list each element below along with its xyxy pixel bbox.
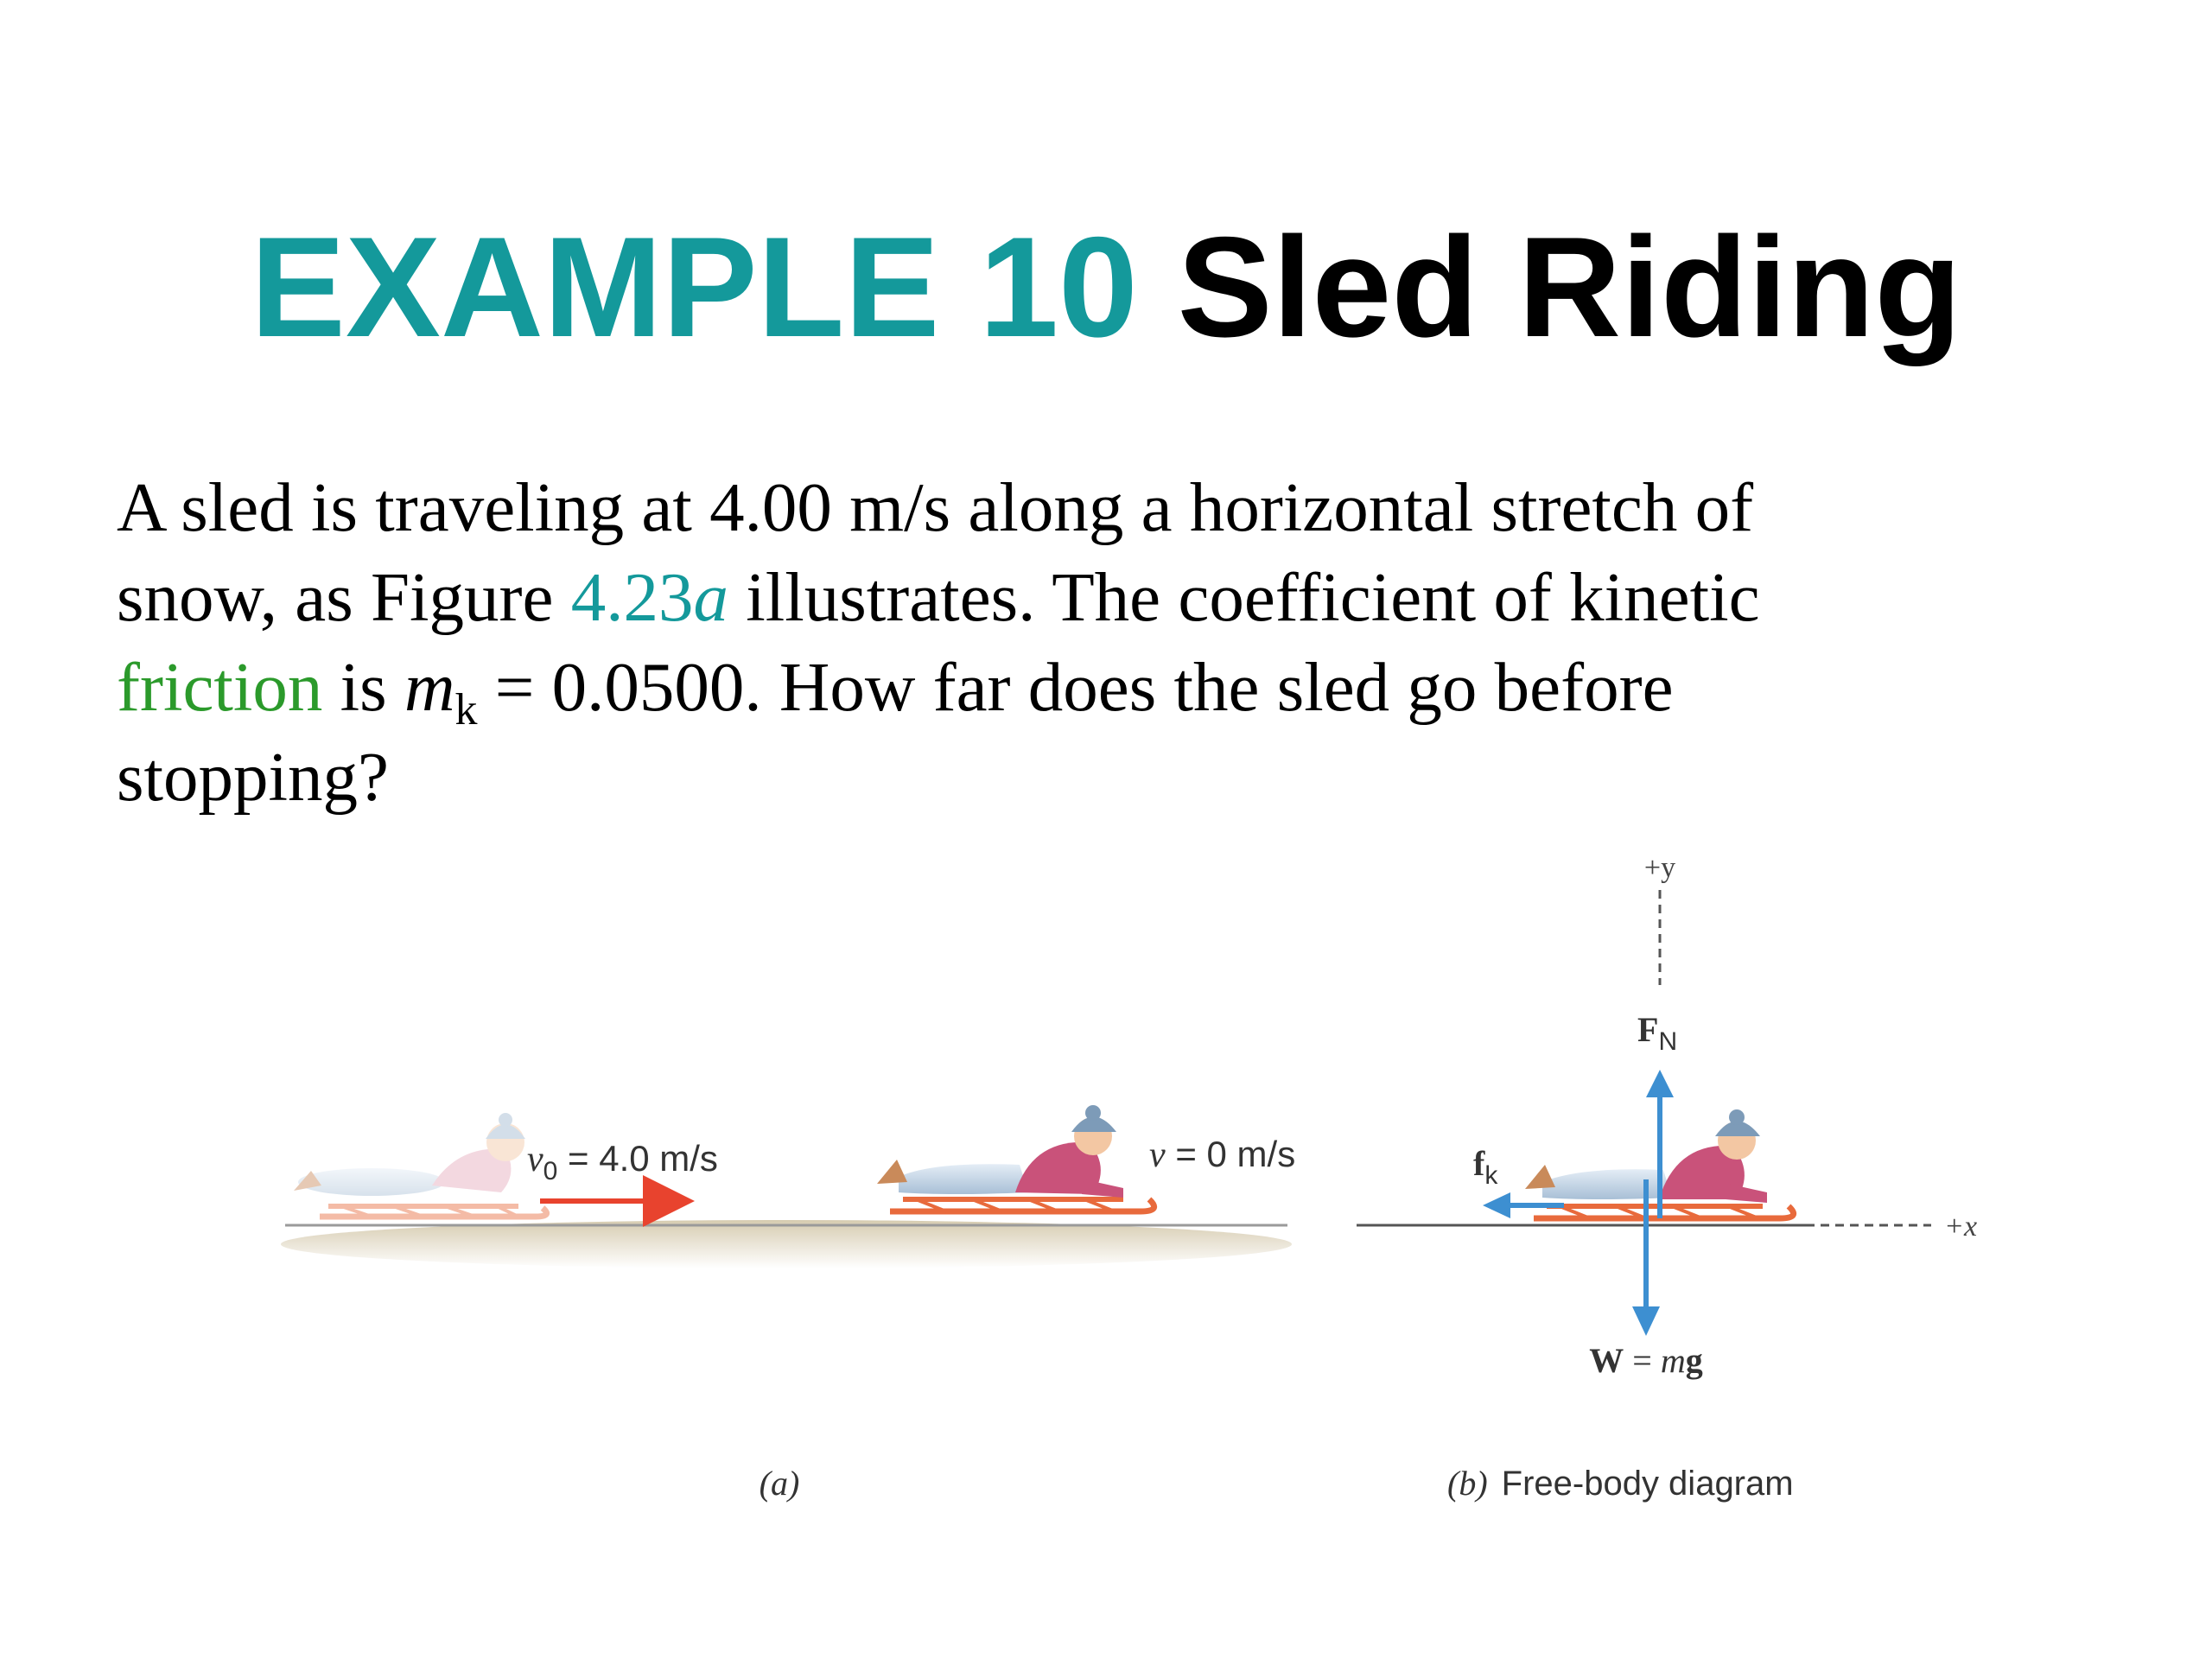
figure-b-caption: (b) Free-body diagram (1447, 1464, 1794, 1503)
figure-a-caption: (a) (759, 1464, 800, 1503)
figure-a-scene (281, 1105, 1295, 1503)
figure-reference: 4.23 (570, 558, 694, 636)
weight-arrowhead (1632, 1306, 1660, 1336)
final-velocity-label: v = 0 m/s (1149, 1134, 1296, 1175)
mu-symbol: m (404, 648, 455, 726)
problem-line-1: A sled is traveling at 4.00 m/s along a horizontal stretch of (117, 468, 1754, 546)
friction-force-arrowhead (1483, 1192, 1510, 1218)
initial-velocity-label: $v_0 = 4.0$ m/s (527, 1138, 718, 1185)
friction-term: friction (117, 648, 323, 726)
plus-y-label: +y (1643, 852, 1676, 884)
normal-force-arrowhead (1646, 1070, 1674, 1097)
weight-label: W = mg (1589, 1341, 1703, 1380)
normal-force-label: $F_N$ (1637, 1010, 1678, 1056)
snow-ground-shadow (281, 1220, 1292, 1268)
problem-line-2: snow, as Figure 4.23a illustrates. The coefficient of kinetic (117, 558, 1760, 636)
mu-subscript: k (454, 685, 478, 734)
example-name: Sled Riding (1177, 207, 1962, 366)
plus-x-label: +x (1944, 1211, 1978, 1243)
sledder-final-illustration (877, 1105, 1154, 1211)
figure-b-free-body-diagram (1357, 852, 1977, 1503)
problem-line-3: friction is $m_k = 0.0500$. How far does the sled go before (117, 648, 1674, 734)
problem-line-4: stopping? (117, 738, 389, 816)
example-label: EXAMPLE 10 (250, 207, 1138, 366)
sledder-initial-illustration (294, 1113, 547, 1217)
friction-force-label: $f_k$ (1473, 1144, 1498, 1190)
figure-reference-letter: a (693, 558, 728, 636)
